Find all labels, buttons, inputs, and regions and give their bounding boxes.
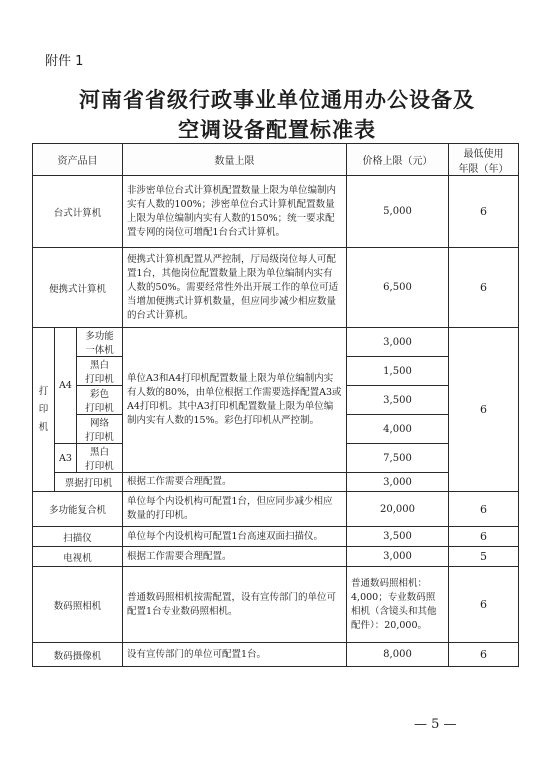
price-cell: 7,500 (347, 444, 449, 473)
attachment-label: 附件 1 (45, 54, 84, 69)
item-name: 电视机 (33, 547, 123, 567)
limit-text: 非涉密单位台式计算机配置数量上限为单位编制内实有人数的100%；涉密单位台式计算机配置数量上限为单位编制内实有人数的150%；统一要求配置专网的岗位可增配1台台式计算机。 (123, 176, 347, 248)
price-cell: 3,000 (347, 547, 449, 567)
years-cell: 6 (449, 176, 519, 248)
header-limit: 数量上限 (123, 144, 347, 176)
item-name (77, 386, 123, 415)
header-row (33, 144, 519, 176)
table-row (33, 328, 519, 357)
item-name-line: 黑白 (89, 360, 109, 371)
limit-text: 根据工作需要合理配置。 (123, 547, 347, 567)
years-cell: 6 (449, 328, 519, 492)
table-row (33, 473, 519, 492)
limit-text: 单位A3和A4打印机配置数量上限为单位编制内实有人数的80%，由单位根据工作需要选择配置A3或A4打印机。其中A3打印机配置数量上限为单位编制内实有人数的15%。彩色打印机从严控制。 (123, 328, 347, 473)
document-title-line-2: 空调设备配置标准表 (178, 118, 376, 142)
item-name: 数码照相机 (33, 567, 123, 643)
table-row (33, 547, 519, 567)
price-cell: 5,000 (347, 176, 449, 248)
equipment-standards-table (32, 143, 519, 667)
item-name-line: 打印机 (85, 461, 114, 472)
header-years-line1: 最低使用 (463, 148, 504, 160)
table-row (33, 567, 519, 643)
years-cell: 6 (449, 643, 519, 667)
item-name: 便携式计算机 (33, 248, 123, 328)
item-name (77, 444, 123, 473)
document-title-line-1: 河南省省级行政事业单位通用办公设备及 (79, 88, 475, 112)
item-name: 扫描仪 (33, 527, 123, 547)
price-cell: 3,500 (347, 386, 449, 415)
header-years-line2: 年限（年） (458, 163, 509, 175)
item-name: 多功能复合机 (33, 492, 123, 527)
item-name-line: 一体机 (85, 345, 114, 356)
item-name: 台式计算机 (33, 176, 123, 248)
item-name: 数码摄像机 (33, 643, 123, 667)
item-name-line: 打印机 (85, 374, 114, 385)
item-name-line: 黑白 (89, 447, 109, 458)
printer-char: 打 (38, 385, 49, 397)
item-name (77, 328, 123, 357)
years-cell: 6 (449, 248, 519, 328)
item-name: 票据打印机 (55, 473, 123, 492)
price-cell: 3,000 (347, 473, 449, 492)
printer-char: 印 (38, 403, 49, 415)
table-row (33, 492, 519, 527)
limit-text: 单位每个内设机构可配置1台，但应同步减少相应数量的打印机。 (123, 492, 347, 527)
price-cell: 8,000 (347, 643, 449, 667)
table-row (33, 643, 519, 667)
price-cell: 1,500 (347, 357, 449, 386)
item-name-line: 打印机 (85, 432, 114, 443)
item-name-line: 彩色 (89, 389, 109, 400)
years-cell: 6 (449, 567, 519, 643)
item-name-line: 多功能 (85, 331, 114, 342)
limit-text: 单位每个内设机构可配置1台高速双面扫描仪。 (123, 527, 347, 547)
table-row (33, 527, 519, 547)
header-price: 价格上限（元） (347, 144, 449, 176)
years-cell: 5 (449, 547, 519, 567)
header-years (449, 144, 519, 176)
header-item: 资产品目 (33, 144, 123, 176)
years-cell: 6 (449, 527, 519, 547)
table-row (33, 176, 519, 248)
price-cell: 3,000 (347, 328, 449, 357)
item-name-line: 网络 (89, 418, 109, 429)
page-number: — 5 — (414, 717, 457, 732)
years-cell: 6 (449, 492, 519, 527)
limit-text: 根据工作需要合理配置。 (123, 473, 347, 492)
item-name-line: 打印机 (85, 403, 114, 414)
limit-text: 设有宣传部门的单位可配置1台。 (123, 643, 347, 667)
price-cell: 6,500 (347, 248, 449, 328)
a3-size-label: A3 (55, 444, 77, 473)
printer-group-label (33, 328, 55, 492)
a4-size-label: A4 (55, 328, 77, 444)
price-cell: 3,500 (347, 527, 449, 547)
printer-char: 机 (38, 421, 49, 433)
table-row (33, 248, 519, 328)
price-cell: 普通数码照相机：4,000；专业数码照相机（含镜头和其他配件）：20,000。 (347, 567, 449, 643)
limit-text: 普通数码照相机按需配置，设有宣传部门的单位可配置1台专业数码照相机。 (123, 567, 347, 643)
item-name (77, 415, 123, 444)
item-name (77, 357, 123, 386)
limit-text: 便携式计算机配置从严控制，厅局级岗位每人可配置1台，其他岗位配置数量上限为单位编制内实有人数的50%。需要经常性外出开展工作的单位可适当增加便携式计算机数量，但应同步减少相应数量的台式计算机。 (123, 248, 347, 328)
price-cell: 4,000 (347, 415, 449, 444)
price-cell: 20,000 (347, 492, 449, 527)
